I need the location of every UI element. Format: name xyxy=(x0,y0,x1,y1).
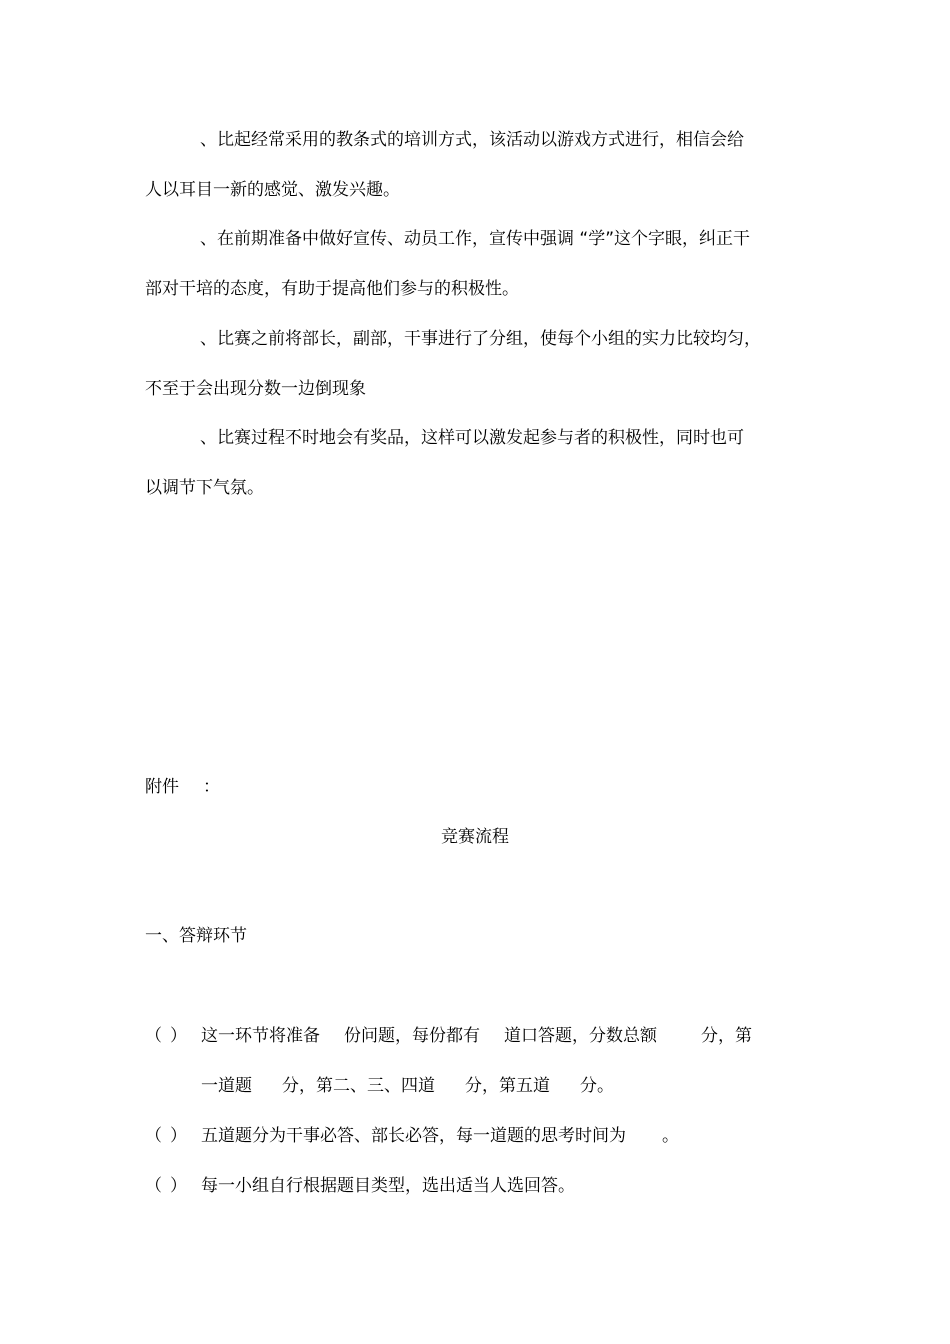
item-2-number xyxy=(145,1125,205,1147)
paragraph-4-line-2: 以调节下气氛。 xyxy=(145,478,264,498)
attachment-label xyxy=(145,776,220,798)
item-1-part-g: 分，第五道 xyxy=(465,1076,550,1096)
paragraph-1-line-1: 、比起经常采用的教条式的培训方式，该活动以游戏方式进行，相信会给 xyxy=(200,130,744,150)
doc-title: 竞赛流程 xyxy=(441,827,509,847)
attachment-text: 附件 xyxy=(145,777,179,797)
section-heading: 一、答辩环节 xyxy=(145,926,247,946)
paragraph-4-line-1: 、比赛过程不时地会有奖品，这样可以激发起参与者的积极性，同时也可 xyxy=(200,428,744,448)
paragraph-3-line-1: 、比赛之前将部长，副部，干事进行了分组，使每个小组的实力比较均匀， xyxy=(200,329,761,349)
item-1-line-2 xyxy=(201,1075,614,1097)
paren-open: （ xyxy=(145,1176,162,1196)
item-2-part-a: 五道题分为干事必答、部长必答，每一道题的思考时间为 xyxy=(201,1126,626,1146)
paragraph-3-line-2: 不至于会出现分数一边倒现象 xyxy=(145,379,366,399)
item-1-part-b: 份问题，每份都有 xyxy=(344,1026,480,1046)
paren-open: （ xyxy=(145,1126,162,1146)
paren-open: （ xyxy=(145,1026,162,1046)
paragraph-1-line-2: 人以耳目一新的感觉、激发兴趣。 xyxy=(145,180,400,200)
paragraph-2-line-1: 、在前期准备中做好宣传、动员工作，宣传中强调 “学”这个字眼，纠正干 xyxy=(200,229,751,249)
paren-close: ） xyxy=(170,1126,187,1146)
item-1-part-f: 分，第二、三、四道 xyxy=(282,1076,435,1096)
item-2-line xyxy=(201,1125,679,1147)
item-1-part-d: 分，第 xyxy=(701,1026,752,1046)
paren-close: ） xyxy=(170,1026,187,1046)
item-1-line-1 xyxy=(201,1025,752,1047)
paren-close: ） xyxy=(170,1176,187,1196)
item-3-line: 每一小组自行根据题目类型，选出适当人选回答。 xyxy=(201,1176,575,1196)
attachment-colon: ： xyxy=(203,777,220,797)
item-2-part-b: 。 xyxy=(662,1126,679,1146)
item-1-number xyxy=(145,1025,205,1047)
item-1-part-e: 一道题 xyxy=(201,1076,252,1096)
paragraph-2-line-2: 部对干培的态度，有助于提高他们参与的积极性。 xyxy=(145,279,519,299)
item-1-part-h: 分。 xyxy=(580,1076,614,1096)
item-1-part-a: 这一环节将准备 xyxy=(201,1026,320,1046)
item-1-part-c: 道口答题，分数总额 xyxy=(504,1026,657,1046)
item-3-number xyxy=(145,1175,205,1197)
